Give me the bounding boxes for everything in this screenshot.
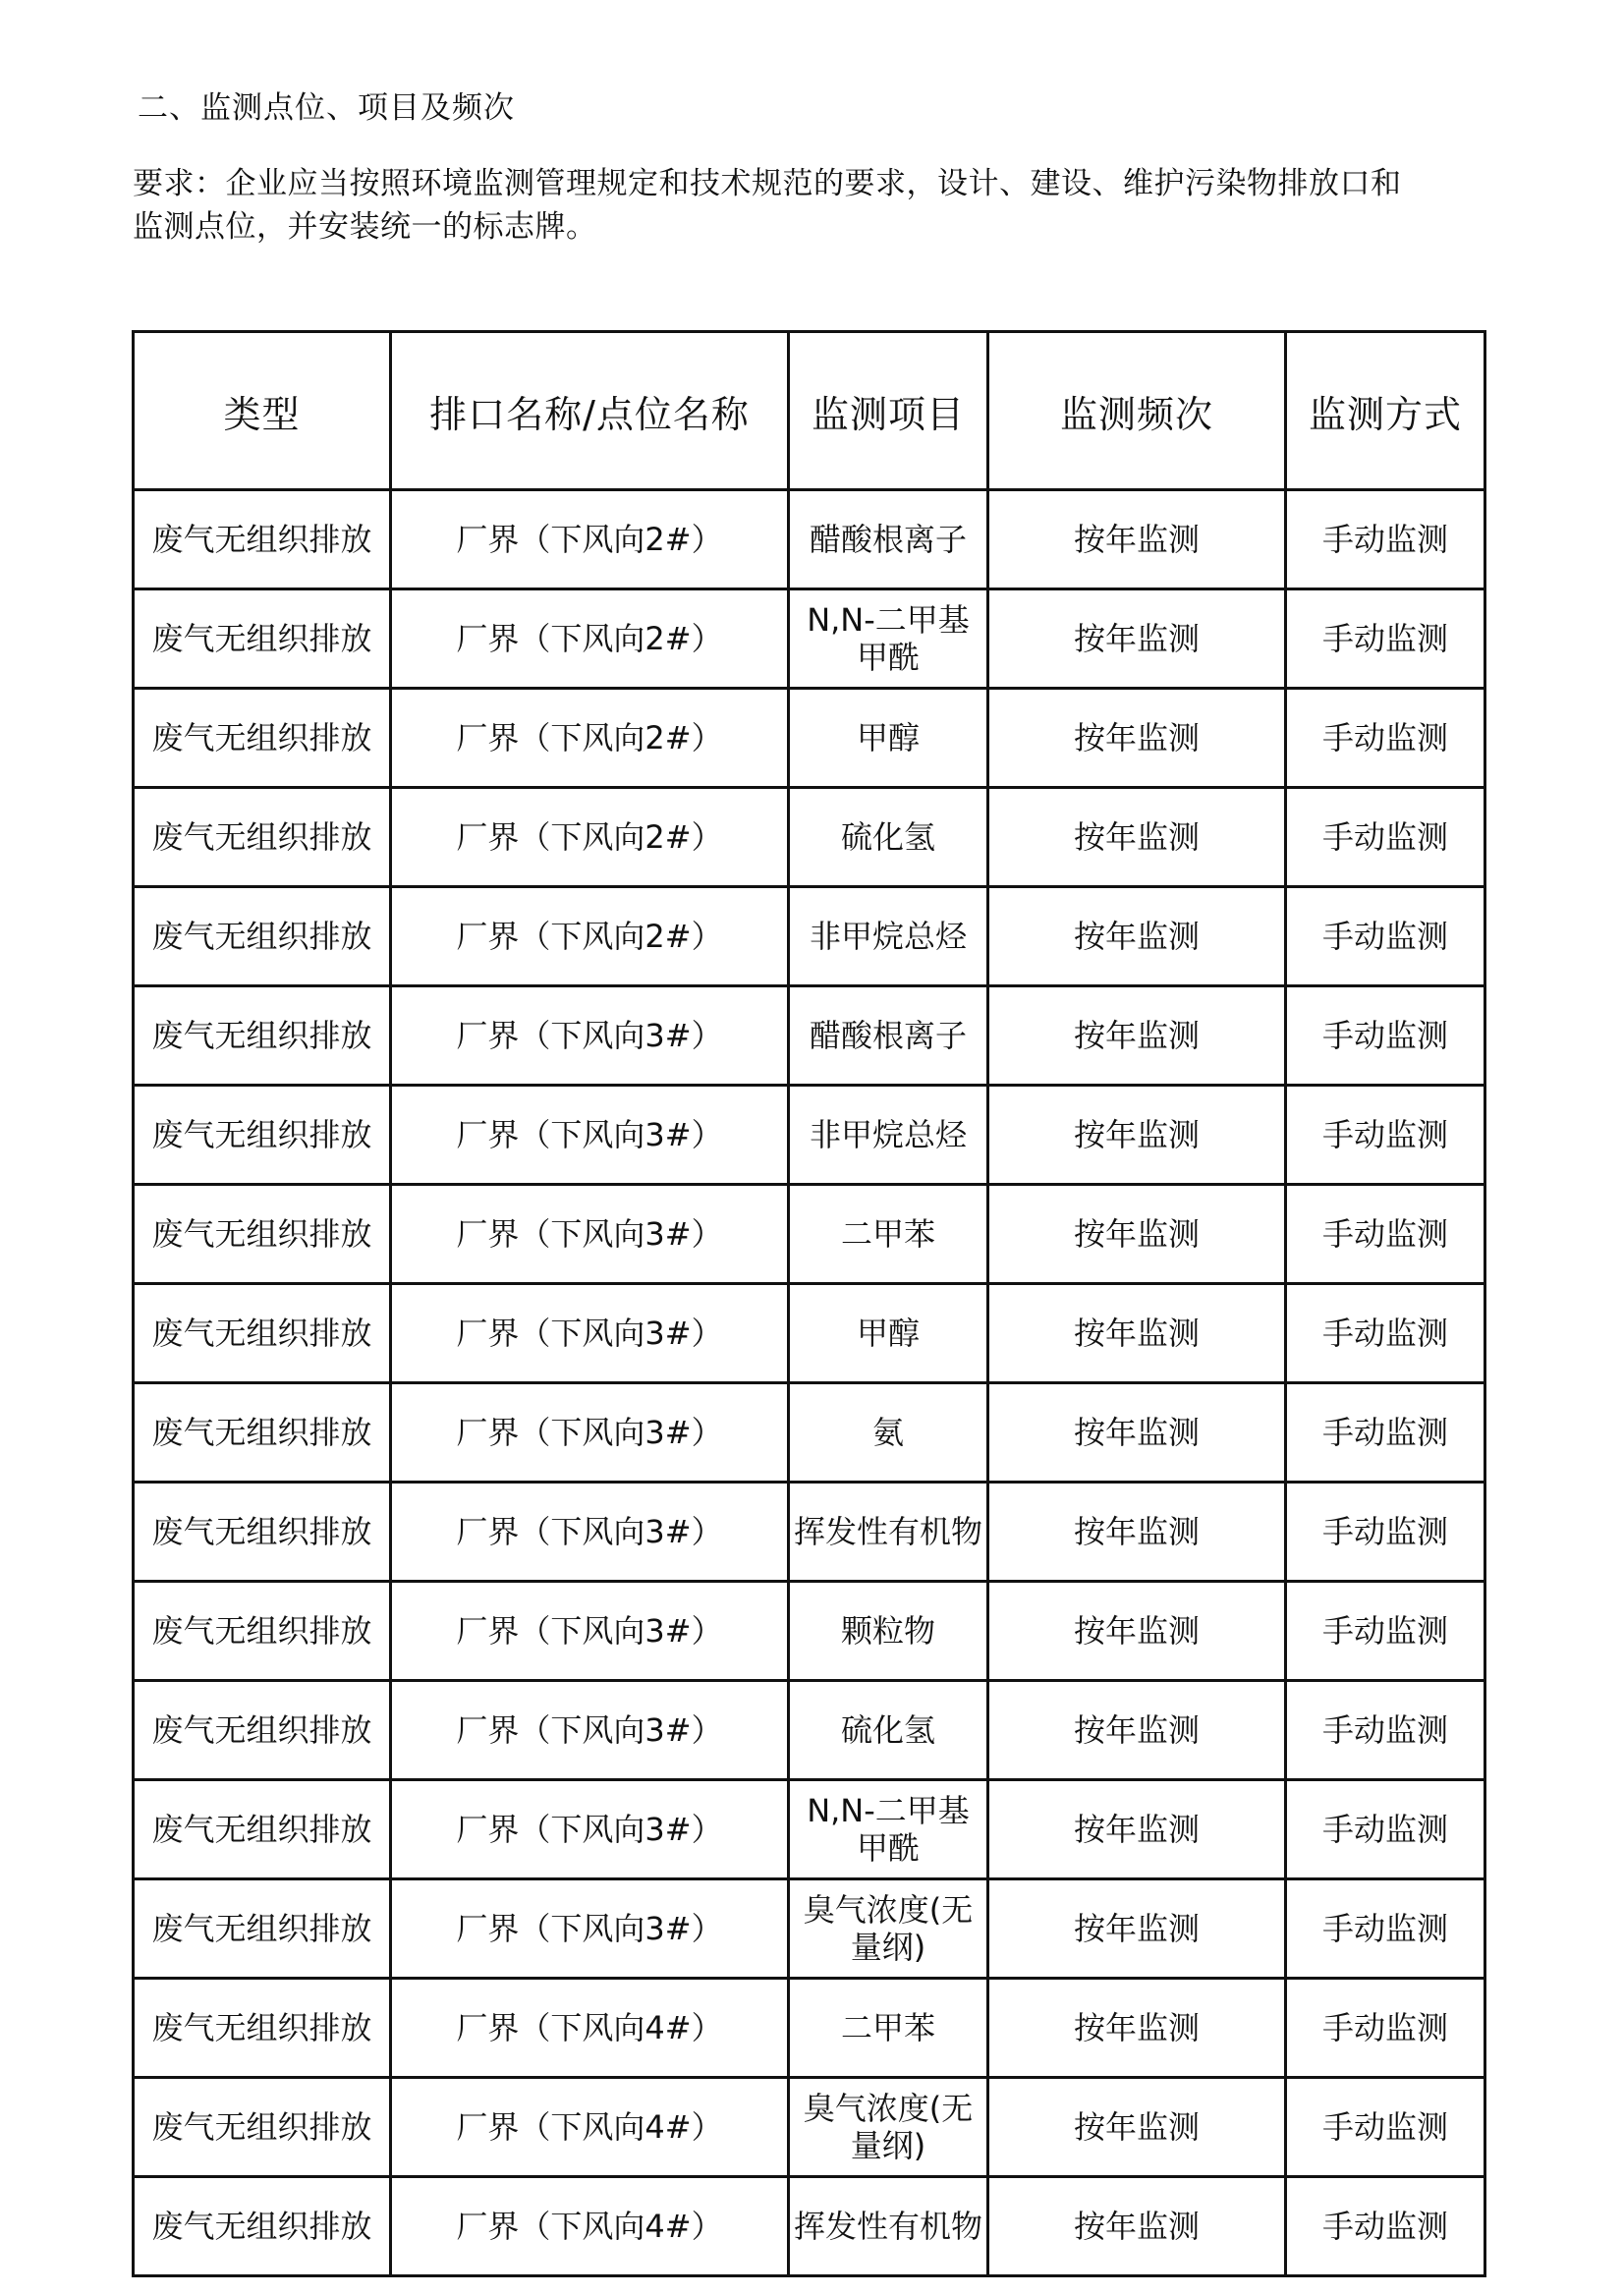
cell-frequency: 按年监测 (988, 1086, 1286, 1185)
cell-point: 厂界（下风向2#） (391, 689, 789, 788)
cell-type: 废气无组织排放 (134, 1383, 391, 1483)
cell-method: 手动监测 (1286, 589, 1485, 689)
cell-item: 硫化氢 (789, 788, 988, 887)
cell-method: 手动监测 (1286, 1185, 1485, 1284)
cell-item: N,N-二甲基甲酰 (789, 589, 988, 689)
cell-frequency: 按年监测 (988, 1780, 1286, 1879)
cell-frequency: 按年监测 (988, 1979, 1286, 2078)
cell-method: 手动监测 (1286, 490, 1485, 589)
cell-frequency: 按年监测 (988, 1383, 1286, 1483)
table-row (134, 1086, 1485, 1185)
cell-frequency: 按年监测 (988, 1483, 1286, 1582)
table-row (134, 490, 1485, 589)
cell-type: 废气无组织排放 (134, 1979, 391, 2078)
cell-frequency: 按年监测 (988, 788, 1286, 887)
cell-type: 废气无组织排放 (134, 1086, 391, 1185)
table-row (134, 1979, 1485, 2078)
header-point: 排口名称/点位名称 (391, 332, 789, 490)
cell-point: 厂界（下风向3#） (391, 1185, 789, 1284)
cell-point: 厂界（下风向3#） (391, 1879, 789, 1979)
cell-point: 厂界（下风向4#） (391, 2078, 789, 2177)
section-title: 二、监测点位、项目及频次 (138, 90, 515, 126)
cell-type: 废气无组织排放 (134, 1681, 391, 1780)
cell-item: 醋酸根离子 (789, 986, 988, 1086)
cell-method: 手动监测 (1286, 689, 1485, 788)
cell-method: 手动监测 (1286, 1979, 1485, 2078)
cell-method: 手动监测 (1286, 1086, 1485, 1185)
table-row (134, 1582, 1485, 1681)
cell-type: 废气无组织排放 (134, 1780, 391, 1879)
cell-point: 厂界（下风向3#） (391, 1483, 789, 1582)
cell-item: 氨 (789, 1383, 988, 1483)
table-row (134, 986, 1485, 1086)
cell-item: N,N-二甲基甲酰 (789, 1780, 988, 1879)
cell-method: 手动监测 (1286, 986, 1485, 1086)
cell-type: 废气无组织排放 (134, 2078, 391, 2177)
cell-point: 厂界（下风向2#） (391, 589, 789, 689)
cell-method: 手动监测 (1286, 887, 1485, 986)
cell-method: 手动监测 (1286, 1383, 1485, 1483)
cell-type: 废气无组织排放 (134, 490, 391, 589)
cell-type: 废气无组织排放 (134, 1483, 391, 1582)
cell-method: 手动监测 (1286, 1284, 1485, 1383)
table-row (134, 1483, 1485, 1582)
table-row (134, 1383, 1485, 1483)
table-row (134, 1879, 1485, 1979)
cell-type: 废气无组织排放 (134, 589, 391, 689)
cell-item: 醋酸根离子 (789, 490, 988, 589)
cell-type: 废气无组织排放 (134, 788, 391, 887)
table-row (134, 2078, 1485, 2177)
cell-frequency: 按年监测 (988, 986, 1286, 1086)
cell-item: 甲醇 (789, 689, 988, 788)
table-row (134, 1780, 1485, 1879)
cell-point: 厂界（下风向2#） (391, 887, 789, 986)
cell-frequency: 按年监测 (988, 589, 1286, 689)
cell-type: 废气无组织排放 (134, 986, 391, 1086)
cell-frequency: 按年监测 (988, 2078, 1286, 2177)
cell-item: 硫化氢 (789, 1681, 988, 1780)
cell-method: 手动监测 (1286, 1780, 1485, 1879)
cell-item: 挥发性有机物 (789, 1483, 988, 1582)
cell-item: 二甲苯 (789, 1979, 988, 2078)
cell-type: 废气无组织排放 (134, 1582, 391, 1681)
cell-type: 废气无组织排放 (134, 1185, 391, 1284)
cell-frequency: 按年监测 (988, 1185, 1286, 1284)
cell-point: 厂界（下风向3#） (391, 986, 789, 1086)
table-header-row (134, 332, 1485, 490)
requirement-line-1: 要求：企业应当按照环境监测管理规定和技术规范的要求，设计、建设、维护污染物排放口和 (133, 166, 1402, 201)
header-frequency: 监测频次 (988, 332, 1286, 490)
cell-method: 手动监测 (1286, 1879, 1485, 1979)
table-row (134, 589, 1485, 689)
cell-item: 臭气浓度(无量纲) (789, 1879, 988, 1979)
cell-point: 厂界（下风向3#） (391, 1383, 789, 1483)
cell-frequency: 按年监测 (988, 1582, 1286, 1681)
table-row (134, 1185, 1485, 1284)
cell-point: 厂界（下风向3#） (391, 1681, 789, 1780)
cell-point: 厂界（下风向3#） (391, 1086, 789, 1185)
cell-method: 手动监测 (1286, 1681, 1485, 1780)
table-body (134, 490, 1485, 2276)
cell-frequency: 按年监测 (988, 1284, 1286, 1383)
cell-type: 废气无组织排放 (134, 1284, 391, 1383)
cell-frequency: 按年监测 (988, 1879, 1286, 1979)
cell-method: 手动监测 (1286, 2078, 1485, 2177)
cell-method: 手动监测 (1286, 788, 1485, 887)
cell-frequency: 按年监测 (988, 490, 1286, 589)
table-row (134, 1681, 1485, 1780)
header-type: 类型 (134, 332, 391, 490)
cell-point: 厂界（下风向3#） (391, 1582, 789, 1681)
cell-frequency: 按年监测 (988, 1681, 1286, 1780)
cell-item: 颗粒物 (789, 1582, 988, 1681)
cell-frequency: 按年监测 (988, 689, 1286, 788)
cell-type: 废气无组织排放 (134, 689, 391, 788)
cell-method: 手动监测 (1286, 1483, 1485, 1582)
cell-item: 臭气浓度(无量纲) (789, 2078, 988, 2177)
cell-item: 非甲烷总烃 (789, 1086, 988, 1185)
monitoring-table (132, 330, 1486, 2277)
requirement-text (133, 162, 1498, 249)
cell-point: 厂界（下风向3#） (391, 1780, 789, 1879)
table-row (134, 1284, 1485, 1383)
cell-item: 二甲苯 (789, 1185, 988, 1284)
cell-type: 废气无组织排放 (134, 1879, 391, 1979)
cell-type: 废气无组织排放 (134, 2177, 391, 2276)
cell-type: 废气无组织排放 (134, 887, 391, 986)
cell-frequency: 按年监测 (988, 887, 1286, 986)
table-row (134, 2177, 1485, 2276)
cell-point: 厂界（下风向4#） (391, 2177, 789, 2276)
cell-method: 手动监测 (1286, 2177, 1485, 2276)
table-row (134, 887, 1485, 986)
cell-item: 甲醇 (789, 1284, 988, 1383)
header-method: 监测方式 (1286, 332, 1485, 490)
table-row (134, 788, 1485, 887)
requirement-line-2: 监测点位，并安装统一的标志牌。 (133, 209, 597, 245)
cell-frequency: 按年监测 (988, 2177, 1286, 2276)
cell-point: 厂界（下风向2#） (391, 788, 789, 887)
cell-point: 厂界（下风向4#） (391, 1979, 789, 2078)
cell-point: 厂界（下风向3#） (391, 1284, 789, 1383)
header-item: 监测项目 (789, 332, 988, 490)
table-row (134, 689, 1485, 788)
cell-method: 手动监测 (1286, 1582, 1485, 1681)
cell-point: 厂界（下风向2#） (391, 490, 789, 589)
cell-item: 非甲烷总烃 (789, 887, 988, 986)
cell-item: 挥发性有机物 (789, 2177, 988, 2276)
